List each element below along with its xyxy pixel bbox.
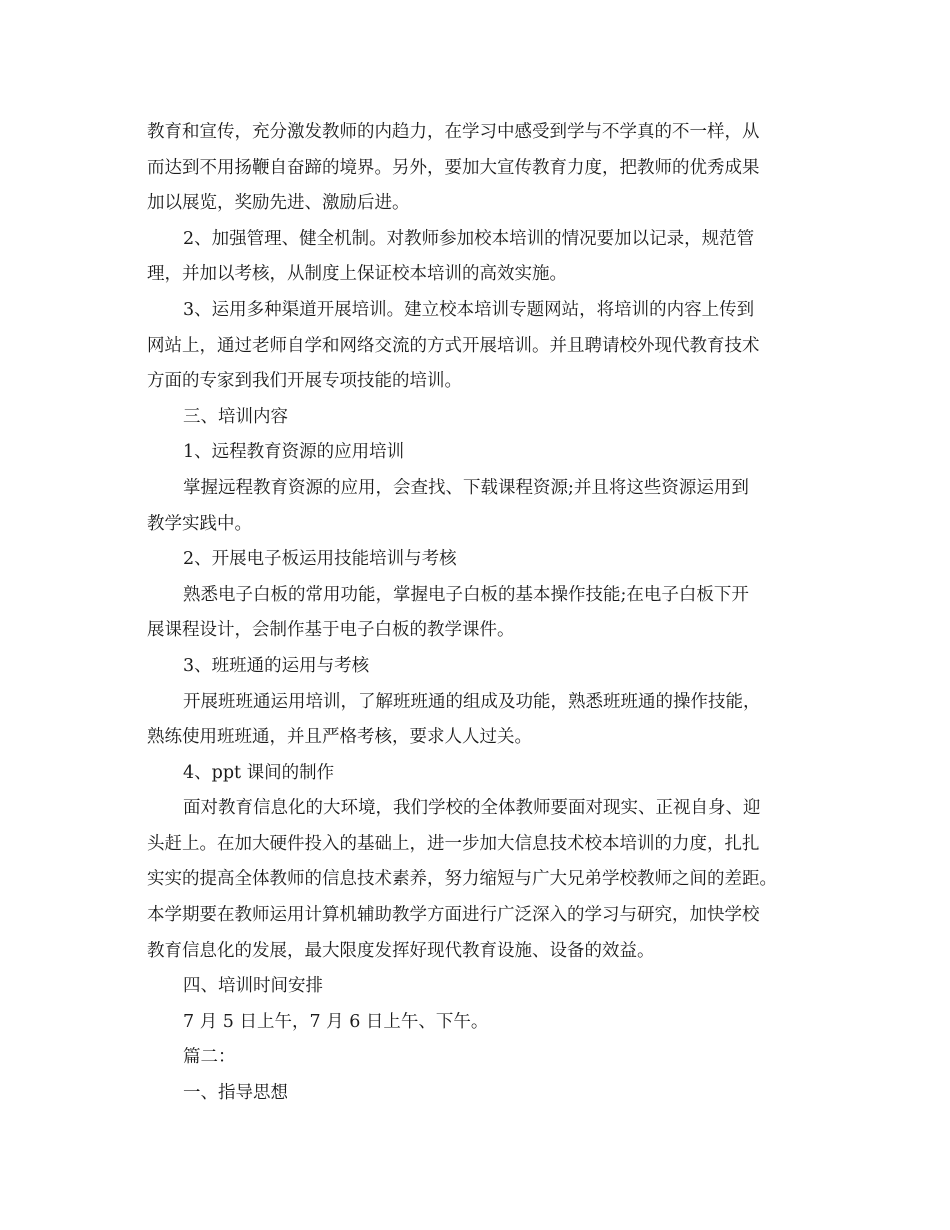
subsection-heading: 3、班班通的运用与考核 xyxy=(183,655,370,676)
text-line: 面对教育信息化的大环境，我们学校的全体教师要面对现实、正视自身、迎 xyxy=(183,798,761,819)
subsection-heading: 4、ppt 课间的制作 xyxy=(183,762,335,783)
text-line: 3、运用多种渠道开展培训。建立校本培训专题网站，将培训的内容上传到 xyxy=(183,299,755,320)
text-line: 教学实践中。 xyxy=(147,513,252,534)
text-line: 方面的专家到我们开展专项技能的培训。 xyxy=(147,371,462,392)
subsection-heading: 2、开展电子板运用技能培训与考核 xyxy=(183,549,457,570)
text-line: 网站上，通过老师自学和网络交流的方式开展培训。并且聘请校外现代教育技术 xyxy=(147,335,760,356)
text-line: 2、加强管理、健全机制。对教师参加校本培训的情况要加以记录，规范管 xyxy=(183,228,755,249)
text-line: 教育和宣传，充分激发教师的内趋力，在学习中感受到学与不学真的不一样，从 xyxy=(147,122,760,142)
section-heading: 三、培训内容 xyxy=(183,406,288,427)
text-line: 加以展览，奖励先进、激励后进。 xyxy=(147,193,410,214)
text-line: 展课程设计，会制作基于电子白板的教学课件。 xyxy=(147,620,515,641)
text-line: 而达到不用扬鞭自奋蹄的境界。另外，要加大宣传教育力度，把教师的优秀成果 xyxy=(147,157,760,178)
text-line: 开展班班通运用培训，了解班班通的组成及功能，熟悉班班通的操作技能， xyxy=(183,691,761,712)
subsection-heading: 1、远程教育资源的应用培训 xyxy=(183,442,405,463)
text-line: 头赶上。在加大硬件投入的基础上，进一步加大信息技术校本培训的力度，扎扎 xyxy=(147,833,760,854)
text-line: 熟练使用班班通，并且严格考核，要求人人过关。 xyxy=(147,727,532,748)
section-heading: 一、指导思想 xyxy=(183,1083,288,1104)
text-line: 实实的提高全体教师的信息技术素养，努力缩短与广大兄弟学校教师之间的差距。 xyxy=(147,869,777,890)
text-line: 理，并加以考核，从制度上保证校本培训的高效实施。 xyxy=(147,264,567,285)
section-heading: 四、培训时间安排 xyxy=(183,976,323,997)
part-heading: 篇二： xyxy=(183,1047,236,1068)
text-line: 熟悉电子白板的常用功能，掌握电子白板的基本操作技能;在电子白板下开 xyxy=(183,584,749,605)
text-line: 本学期要在教师运用计算机辅助教学方面进行广泛深入的学习与研究，加快学校 xyxy=(147,905,760,926)
text-line: 教育信息化的发展，最大限度发挥好现代教育设施、设备的效益。 xyxy=(147,940,655,961)
text-line: 掌握远程教育资源的应用，会查找、下载课程资源;并且将这些资源运用到 xyxy=(183,477,749,498)
document-body xyxy=(147,115,807,1112)
text-line: 7 月 5 日上午，7 月 6 日上午、下午。 xyxy=(183,1011,489,1032)
